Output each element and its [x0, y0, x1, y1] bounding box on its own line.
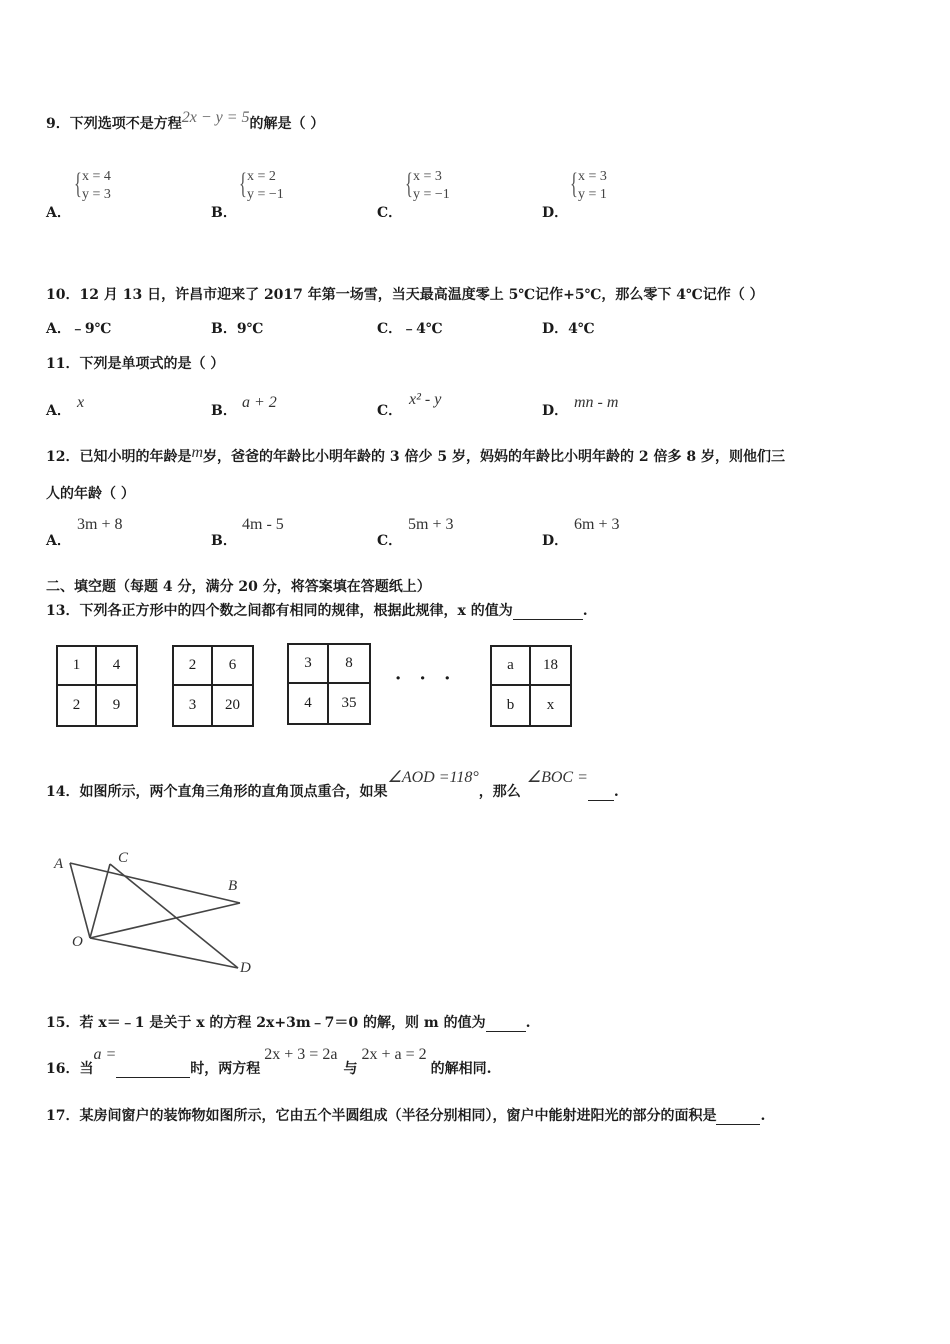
answer-blank[interactable]	[716, 1124, 760, 1125]
square-cell: 18	[531, 647, 570, 686]
q9-option-c-row1: x = 3	[413, 169, 442, 184]
q10-option-d: D．4℃	[542, 321, 595, 337]
q11-stem: 11．下列是单项式的是（ ）	[46, 356, 225, 372]
answer-blank[interactable]	[486, 1031, 526, 1032]
section-heading: 二、填空题（每题 4 分，满分 20 分，将答案填在答题纸上）	[46, 579, 431, 595]
q9-option-c-system	[405, 168, 450, 204]
q12-option-c-expr: 5m + 3	[408, 516, 454, 533]
q9-option-d-system	[570, 168, 607, 204]
square-cell: 2	[58, 686, 97, 725]
q10-option-d-value: 4℃	[568, 321, 595, 337]
left-brace-icon: {	[239, 167, 247, 200]
left-brace-icon: {	[405, 167, 413, 200]
q14-asked-angle: ∠BOC =	[526, 769, 588, 786]
q16-variable: a =	[93, 1046, 117, 1063]
q12-stem-line2: 人的年龄（ ）	[46, 486, 135, 502]
q10-option-c: C．﹣4℃	[377, 321, 443, 337]
point-label-O: O	[72, 934, 83, 950]
point-label-A: A	[54, 856, 64, 872]
q11-option-b-expr: a + 2	[242, 394, 277, 411]
number-square-4	[490, 645, 572, 727]
q9-option-d-label: D．	[542, 205, 569, 221]
q11-option-c-expr: x² - y	[409, 391, 442, 408]
q12-variable: m	[191, 444, 204, 461]
square-cell: 6	[213, 647, 252, 686]
square-cell: x	[546, 697, 555, 713]
q11-option-a-expr: x	[77, 394, 85, 411]
square-cell: 4	[289, 684, 329, 723]
q12-stem-line1: 12．已知小明的年龄是m岁，爸爸的年龄比小明年龄的 3 倍少 5 岁，妈妈的年龄比小明年龄的 2 倍多 8 岁，则他们三	[46, 444, 786, 465]
q9-suffix: 的解是（ ）	[249, 116, 325, 132]
square-cell: 2	[174, 647, 213, 686]
q12-option-a-label: A．	[46, 533, 71, 549]
q11-option-d-label: D．	[542, 403, 569, 419]
q10-option-c-value: ﹣4℃	[402, 321, 443, 337]
q14-given-angle: ∠AOD =118°	[387, 769, 479, 786]
square-cell: 3	[289, 645, 329, 684]
q9-option-d-row2: y = 1	[578, 187, 607, 202]
square-cell: b	[492, 686, 531, 725]
answer-blank[interactable]	[513, 619, 583, 620]
square-cell: 1	[58, 647, 97, 686]
segment-CD	[110, 864, 238, 968]
square-cell: 20	[225, 697, 240, 713]
q10-option-a: A．﹣9℃	[46, 321, 112, 337]
segment-AO	[70, 863, 90, 938]
q9-option-b-row2: y = −1	[247, 187, 284, 202]
point-label-D: D	[240, 960, 251, 976]
q9-stem	[46, 109, 325, 133]
q15-stem: 15．若 x＝﹣1 是关于 x 的方程 2x+3m﹣7＝0 的解，则 m 的值为 .	[46, 1015, 531, 1031]
q10-option-b: B．9℃	[211, 321, 264, 337]
q12-option-a-expr: 3m + 8	[77, 516, 123, 533]
q12-option-d-expr: 6m + 3	[574, 516, 620, 533]
q9-option-b-system	[239, 168, 284, 204]
square-cell: 35	[341, 695, 357, 711]
q9-prefix: 9．下列选项不是方程	[46, 116, 182, 132]
q9-equation: 2x − y = 5	[181, 109, 250, 126]
square-cell: 8	[329, 645, 369, 684]
q12-option-b-label: B．	[211, 533, 237, 549]
q11-option-b-label: B．	[211, 403, 237, 419]
number-square-2	[172, 645, 254, 727]
q9-option-a-row1: x = 4	[82, 169, 111, 184]
q9-option-d-row1: x = 3	[578, 169, 607, 184]
q11-option-d-expr: mn - m	[574, 394, 619, 411]
number-square-1	[56, 645, 138, 727]
q16-equation-1: 2x + 3 = 2a	[264, 1046, 338, 1063]
q10-option-b-value: 9℃	[236, 321, 264, 337]
q10-stem: 10．12 月 13 日，许昌市迎来了 2017 年第一场雪，当天最高温度零上 5℃记作+5℃，那么零下 4℃记作（ ）	[46, 287, 764, 303]
square-cell: 9	[112, 697, 121, 713]
q11-option-a-label: A．	[46, 403, 71, 419]
number-square-3	[287, 643, 371, 725]
q16-stem: 16．当a =时，两方程2x + 3 = 2a与2x + a = 2的解相同.	[46, 1046, 492, 1077]
q9-option-c-label: C．	[377, 205, 403, 221]
q9-option-a-system	[74, 168, 111, 204]
segment-CO	[90, 864, 110, 938]
point-label-C: C	[118, 850, 129, 866]
answer-blank[interactable]	[588, 800, 614, 801]
left-brace-icon: {	[74, 167, 82, 200]
square-cell: a	[492, 647, 531, 686]
point-label-B: B	[228, 878, 238, 894]
q9-option-b-label: B．	[211, 205, 237, 221]
q14-stem: 14．如图所示，两个直角三角形的直角顶点重合，如果∠AOD =118°，那么∠BOC =.	[46, 769, 619, 800]
q11-option-c-label: C．	[377, 403, 403, 419]
square-cell: 3	[174, 686, 213, 725]
square-cell: 4	[97, 647, 136, 686]
q9-option-a-row2: y = 3	[82, 187, 111, 202]
q14-triangle-figure	[50, 848, 270, 980]
segment-OD	[90, 938, 238, 968]
q17-stem: 17．某房间窗户的装饰物如图所示，它由五个半圆组成（半径分别相同），窗户中能射进阳光的部分的面积是 .	[46, 1108, 766, 1124]
q9-option-c-row2: y = −1	[413, 187, 450, 202]
ellipsis: · · ·	[395, 668, 457, 689]
q12-option-c-label: C．	[377, 533, 403, 549]
q12-option-d-label: D．	[542, 533, 569, 549]
q9-option-a-label: A．	[46, 205, 71, 221]
q13-stem: 13．下列各正方形中的四个数之间都有相同的规律，根据此规律，x 的值为 .	[46, 603, 588, 619]
q16-equation-2: 2x + a = 2	[361, 1046, 427, 1063]
answer-blank[interactable]	[116, 1077, 190, 1078]
left-brace-icon: {	[570, 167, 578, 200]
q12-option-b-expr: 4m - 5	[242, 516, 284, 533]
q9-option-b-row1: x = 2	[247, 169, 276, 184]
q10-option-a-value: ﹣9℃	[70, 321, 112, 337]
segment-AB	[70, 863, 240, 903]
